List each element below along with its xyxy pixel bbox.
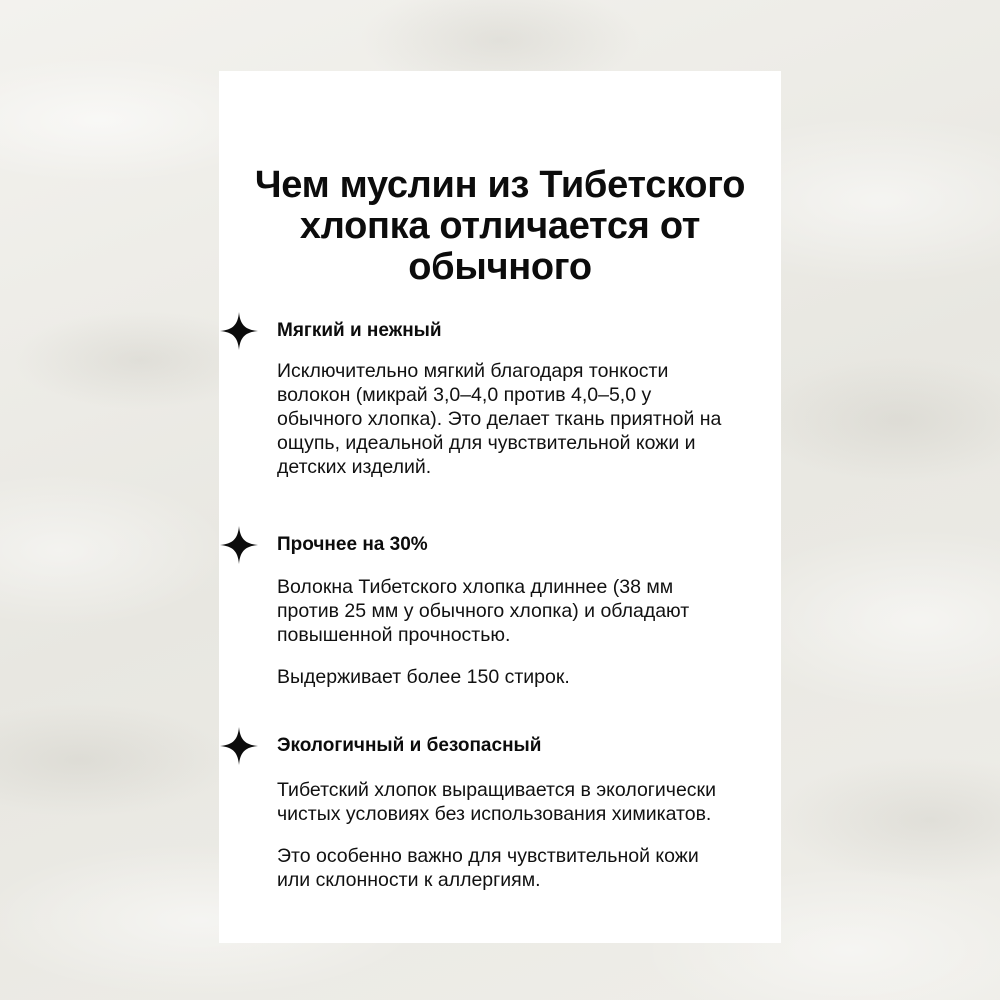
paragraph-line: Это особенно важно для чувствительной кожи <box>277 845 699 867</box>
paragraph-line: детских изделий. <box>277 456 432 478</box>
paragraph-line: Выдерживает более 150 стирок. <box>277 666 570 688</box>
sparkle-star-icon <box>220 727 258 765</box>
info-card <box>219 71 781 943</box>
paragraph-line: Волокна Тибетского хлопка длиннее (38 мм <box>277 576 674 598</box>
sparkle-star-icon <box>220 526 258 564</box>
section-heading: Мягкий и нежный <box>277 320 442 341</box>
sparkle-star-icon <box>220 312 258 350</box>
paragraph-line: ощупь, идеальной для чувствительной кожи и <box>277 432 696 454</box>
title-line: обычного <box>408 246 592 288</box>
paragraph-line: Тибетский хлопок выращивается в экологически <box>277 779 716 801</box>
card-title <box>219 165 781 288</box>
section-paragraph <box>277 778 777 826</box>
paragraph-line: или склонности к аллергиям. <box>277 869 541 891</box>
section-heading: Прочнее на 30% <box>277 534 428 555</box>
paragraph-line: обычного хлопка). Это делает ткань приятной на <box>277 408 722 430</box>
section-paragraph <box>277 575 777 647</box>
paragraph-line: повышенной прочностью. <box>277 624 511 646</box>
section-paragraph <box>277 665 777 689</box>
paragraph-line: Исключительно мягкий благодаря тонкости <box>277 360 669 382</box>
section-heading: Экологичный и безопасный <box>277 735 542 756</box>
paragraph-line: чистых условиях без использования химикатов. <box>277 803 712 825</box>
paragraph-line: против 25 мм у обычного хлопка) и обладают <box>277 600 690 622</box>
title-line: Чем муслин из Тибетского <box>254 164 746 206</box>
section-paragraph <box>277 844 777 892</box>
title-line: хлопка отличается от <box>299 205 701 247</box>
section-paragraph <box>277 359 777 479</box>
paragraph-line: волокон (микрай 3,0–4,0 против 4,0–5,0 у <box>277 384 652 406</box>
